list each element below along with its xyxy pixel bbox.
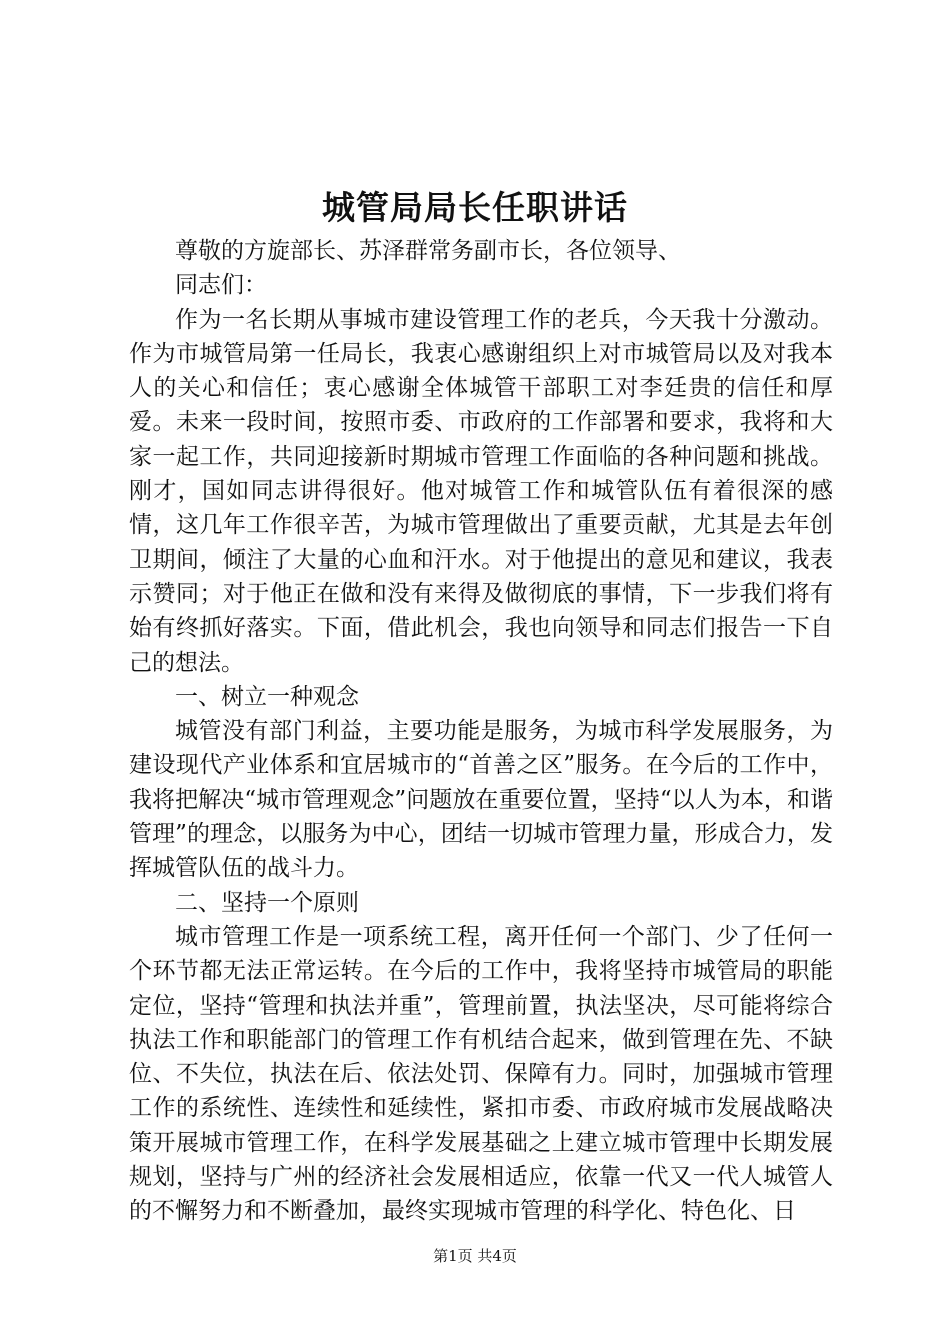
salutation-line-1: 尊敬的方旋部长、苏泽群常务副市长，各位领导、 [175, 238, 681, 264]
section-paragraph-1: 城管没有部门利益，主要功能是服务，为城市科学发展服务，为建设现代产业体系和宜居城市的“首善之区”服务。在今后的工作中，我将把解决“城市管理观念”问题放在重要位置，坚持“以人为本，和谐管理”的理念，以服务为中心，团结一切城市管理力量，形成合力，发挥城管队伍的战斗力。 [129, 718, 833, 882]
section-heading-2: 二、坚持一个原则 [175, 889, 359, 916]
document-body [129, 234, 833, 1229]
page-footer: 第1页 共4页 [433, 1247, 517, 1265]
salutation-line-2: 同志们： [175, 272, 267, 299]
section-paragraph-2: 城市管理工作是一项系统工程，离开任何一个部门、少了任何一个环节都无法正常运转。在今后的工作中，我将坚持市城管局的职能定位，坚持“管理和执法并重”，管理前置，执法坚决，尽可能将综合执法工作和职能部门的管理工作有机结合起来，做到管理在先、不缺位、不失位，执法在后、依法处罚、保障有力。同时，加强城市管理工作的系统性、连续性和延续性，紧扣市委、市政府城市发展战略决策开展城市管理工作，在科学发展基础之上建立城市管理中长期发展规划，坚持与广州的经济社会发展相适应，依靠一代又一代人城管人的不懈努力和不断叠加，最终实现城市管理的科学化、特色化、日 [129, 923, 833, 1225]
document-title: 城管局局长任职讲话 [322, 188, 628, 227]
intro-paragraph: 作为一名长期从事城市建设管理工作的老兵，今天我十分激动。作为市城管局第一任局长，我衷心感谢组织上对市城管局以及对我本人的关心和信任；衷心感谢全体城管干部职工对李廷贵的信任和厚爱。未来一段时间，按照市委、市政府的工作部署和要求，我将和大家一起工作，共同迎接新时期城市管理工作面临的各种问题和挑战。刚才，国如同志讲得很好。他对城管工作和城管队伍有着很深的感情，这几年工作很辛苦，为城市管理做出了重要贡献，尤其是去年创卫期间，倾注了大量的心血和汗水。对于他提出的意见和建议，我表示赞同；对于他正在做和没有来得及做彻底的事情，下一步我们将有始有终抓好落实。下面，借此机会，我也向领导和同志们报告一下自己的想法。 [129, 306, 833, 676]
section-heading-1: 一、树立一种观念 [175, 683, 359, 710]
